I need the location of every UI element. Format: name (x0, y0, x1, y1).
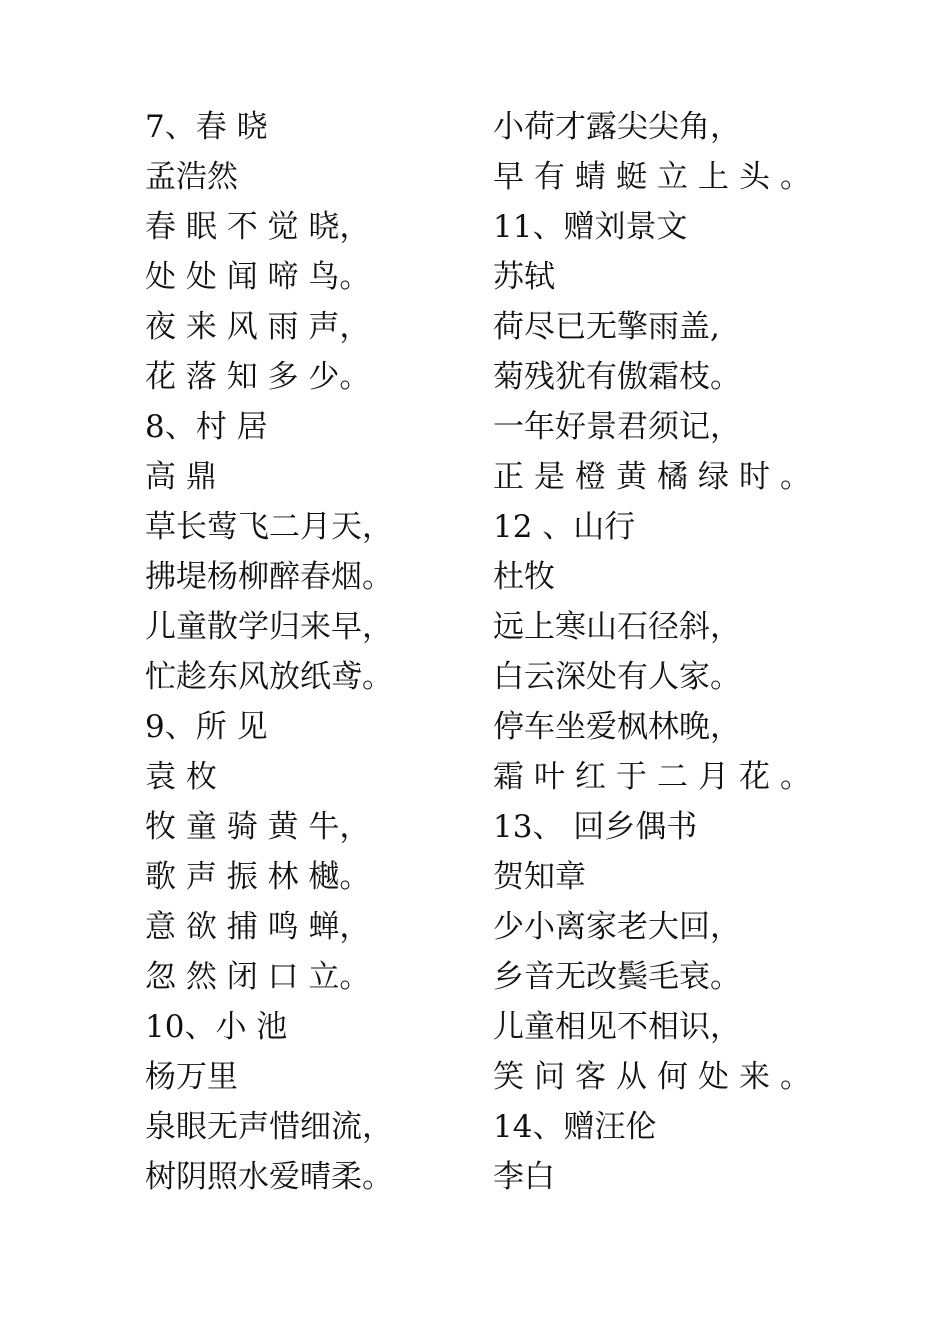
poem-line: 牧 童 骑 黄 牛， (145, 809, 371, 845)
poem-line: 小荷才露尖尖角， (493, 109, 741, 145)
poem-line: 一年好景君须记， (493, 409, 741, 445)
poem-line: 13、 回乡偶书 (493, 809, 698, 845)
poem-line: 孟浩然 (145, 159, 238, 195)
poem-line: 笑问客从何处来。 (493, 1059, 821, 1095)
poem-line: 9、所 见 (145, 709, 268, 745)
poem-line: 少小离家老大回， (493, 909, 741, 945)
poem-line: 霜叶红于二月花。 (493, 759, 821, 795)
poem-line: 乡音无改鬓毛衰。 (493, 959, 741, 995)
poem-line: 夜 来 风 雨 声， (145, 309, 371, 345)
poem-line: 12 、山行 (493, 509, 636, 545)
poem-line: 意 欲 捕 鸣 蝉， (145, 909, 371, 945)
poem-line: 远上寒山石径斜， (493, 609, 741, 645)
poem-line: 袁 枚 (145, 759, 217, 795)
poem-line: 花 落 知 多 少。 (145, 359, 371, 395)
poem-line: 杜牧 (493, 559, 555, 595)
poem-line: 杨万里 (145, 1059, 238, 1095)
poem-line: 8、村 居 (145, 409, 268, 445)
poem-line: 早有蜻蜓立上头。 (493, 159, 821, 195)
poem-line: 春 眠 不 觉 晓， (145, 209, 371, 245)
poem-line: 草长莺飞二月天， (145, 509, 393, 545)
poem-line: 处 处 闻 啼 鸟。 (145, 259, 371, 295)
poem-line: 10、小 池 (145, 1009, 288, 1045)
poem-line: 忽 然 闭 口 立。 (145, 959, 371, 995)
poem-line: 正是橙黄橘绿时。 (493, 459, 821, 495)
poem-line: 荷尽已无擎雨盖, (493, 309, 720, 345)
poem-line: 忙趁东风放纸鸢。 (145, 659, 393, 695)
poem-line: 歌 声 振 林 樾。 (145, 859, 371, 895)
poem-column-left (145, 102, 545, 1202)
poem-line: 李白 (493, 1159, 555, 1195)
poem-line: 拂堤杨柳醉春烟。 (145, 559, 393, 595)
poem-line: 树阴照水爱晴柔。 (145, 1159, 393, 1195)
poem-line: 儿童散学归来早， (145, 609, 393, 645)
poem-line: 14、赠汪伦 (493, 1109, 657, 1145)
poem-line: 白云深处有人家。 (493, 659, 741, 695)
poem-line: 停车坐爱枫林晚， (493, 709, 741, 745)
poem-line: 菊残犹有傲霜枝。 (493, 359, 741, 395)
poem-line: 苏轼 (493, 259, 555, 295)
poem-line: 泉眼无声惜细流， (145, 1109, 393, 1145)
poem-column-right (493, 102, 893, 1202)
poem-line: 儿童相见不相识， (493, 1009, 741, 1045)
poem-line: 高 鼎 (145, 459, 217, 495)
poem-line: 11、赠刘景文 (493, 209, 688, 245)
poem-line: 7、春 晓 (145, 109, 268, 145)
poem-line: 贺知章 (493, 859, 586, 895)
